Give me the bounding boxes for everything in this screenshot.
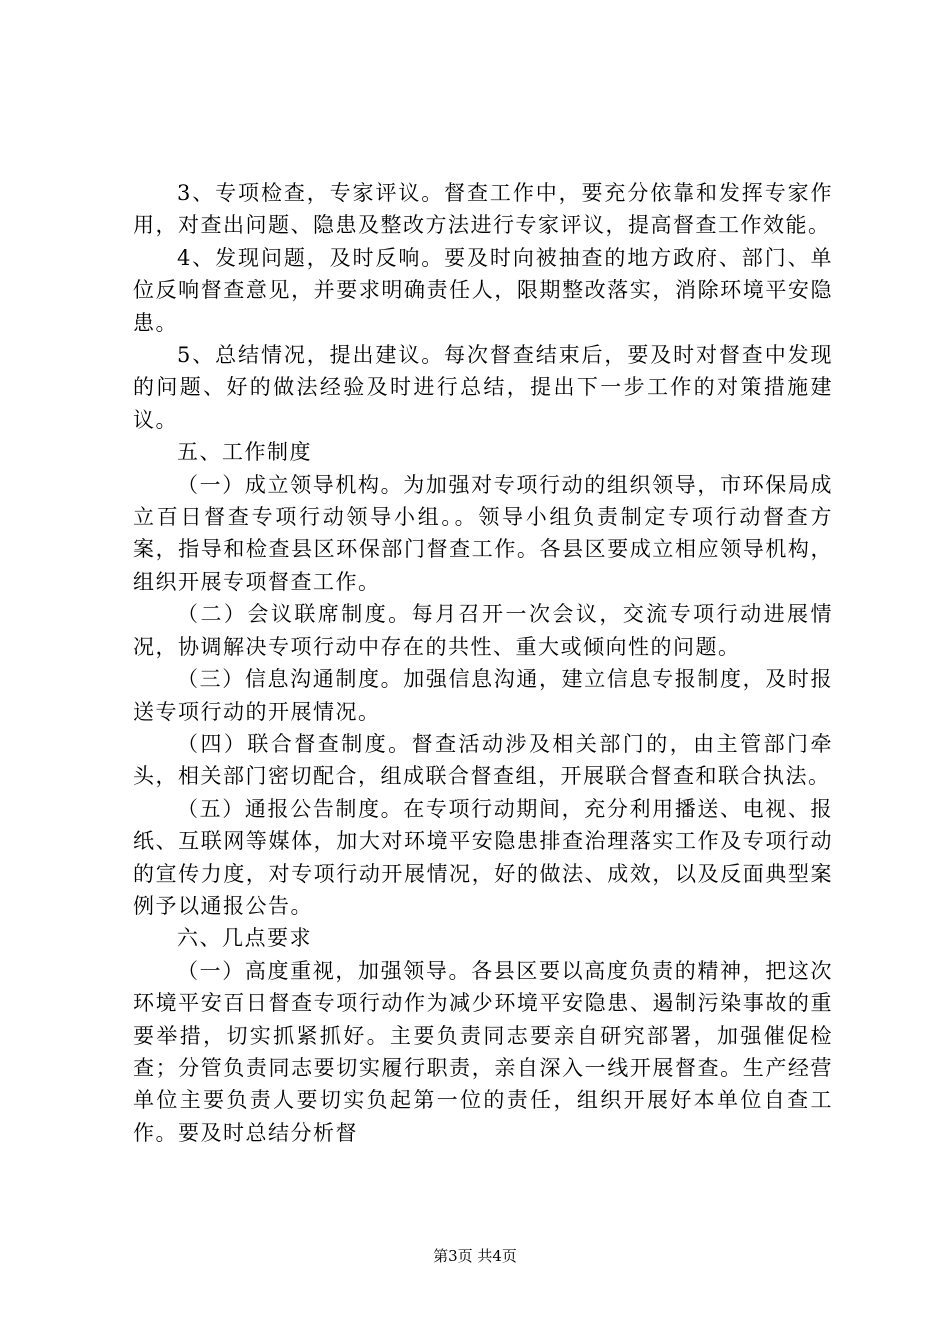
paragraph-joint-meeting: （二）会议联席制度。每月召开一次会议，交流专项行动进展情况，协调解决专项行动中存在的共性、重大或倾向性的问题。 xyxy=(133,602,833,659)
section-heading-5: 五、工作制度 xyxy=(177,440,312,465)
paragraph-info-communication: （三）信息沟通制度。加强信息沟通，建立信息专报制度，及时报送专项行动的开展情况。 xyxy=(133,667,833,724)
paragraph-leadership-agency: （一）成立领导机构。为加强对专项行动的组织领导，市环保局成立百日督查专项行动领导小组。。领导小组负责制定专项行动督查方案，指导和检查县区环保部门督查工作。各县区要成立相应领导机构，组织开展专项督查工作。 xyxy=(133,472,833,594)
paragraph-item-5: 5、总结情况，提出建议。每次督查结束后，要及时对督查中发现的问题、好的做法经验及时进行总结，提出下一步工作的对策措施建议。 xyxy=(133,343,833,432)
section-heading-6: 六、几点要求 xyxy=(177,926,312,951)
page-number-footer: 第3页 共4页 xyxy=(433,1247,517,1265)
paragraph-item-3: 3、专项检查，专家评议。督查工作中，要充分依靠和发挥专家作用，对查出问题、隐患及整改方法进行专家评议，提高督查工作效能。 xyxy=(133,181,833,238)
paragraph-item-4: 4、发现问题，及时反响。要及时向被抽查的地方政府、部门、单位反响督查意见，并要求明确责任人，限期整改落实，消除环境平安隐患。 xyxy=(133,245,833,335)
paragraph-public-notice: （五）通报公告制度。在专项行动期间，充分利用播送、电视、报纸、互联网等媒体，加大对环境平安隐患排查治理落实工作及专项行动的宣传力度，对专项行动开展情况，好的做法、成效，以及反面典型案例予以通报公告。 xyxy=(133,796,833,918)
document-body xyxy=(133,177,833,1149)
paragraph-high-priority: （一）高度重视，加强领导。各县区要以高度负责的精神，把这次环境平安百日督查专项行动作为减少环境平安隐患、遏制污染事故的重要举措，切实抓紧抓好。主要负责同志要亲自研究部署，加强催促检查；分管负责同志要切实履行职责，亲自深入一线开展督查。生产经营单位主要负责人要切实负起第一位的责任，组织开展好本单位自查工作。要及时总结分析督 xyxy=(133,958,833,1145)
paragraph-joint-inspection: （四）联合督查制度。督查活动涉及相关部门的，由主管部门牵头，相关部门密切配合，组成联合督查组，开展联合督查和联合执法。 xyxy=(133,731,833,789)
